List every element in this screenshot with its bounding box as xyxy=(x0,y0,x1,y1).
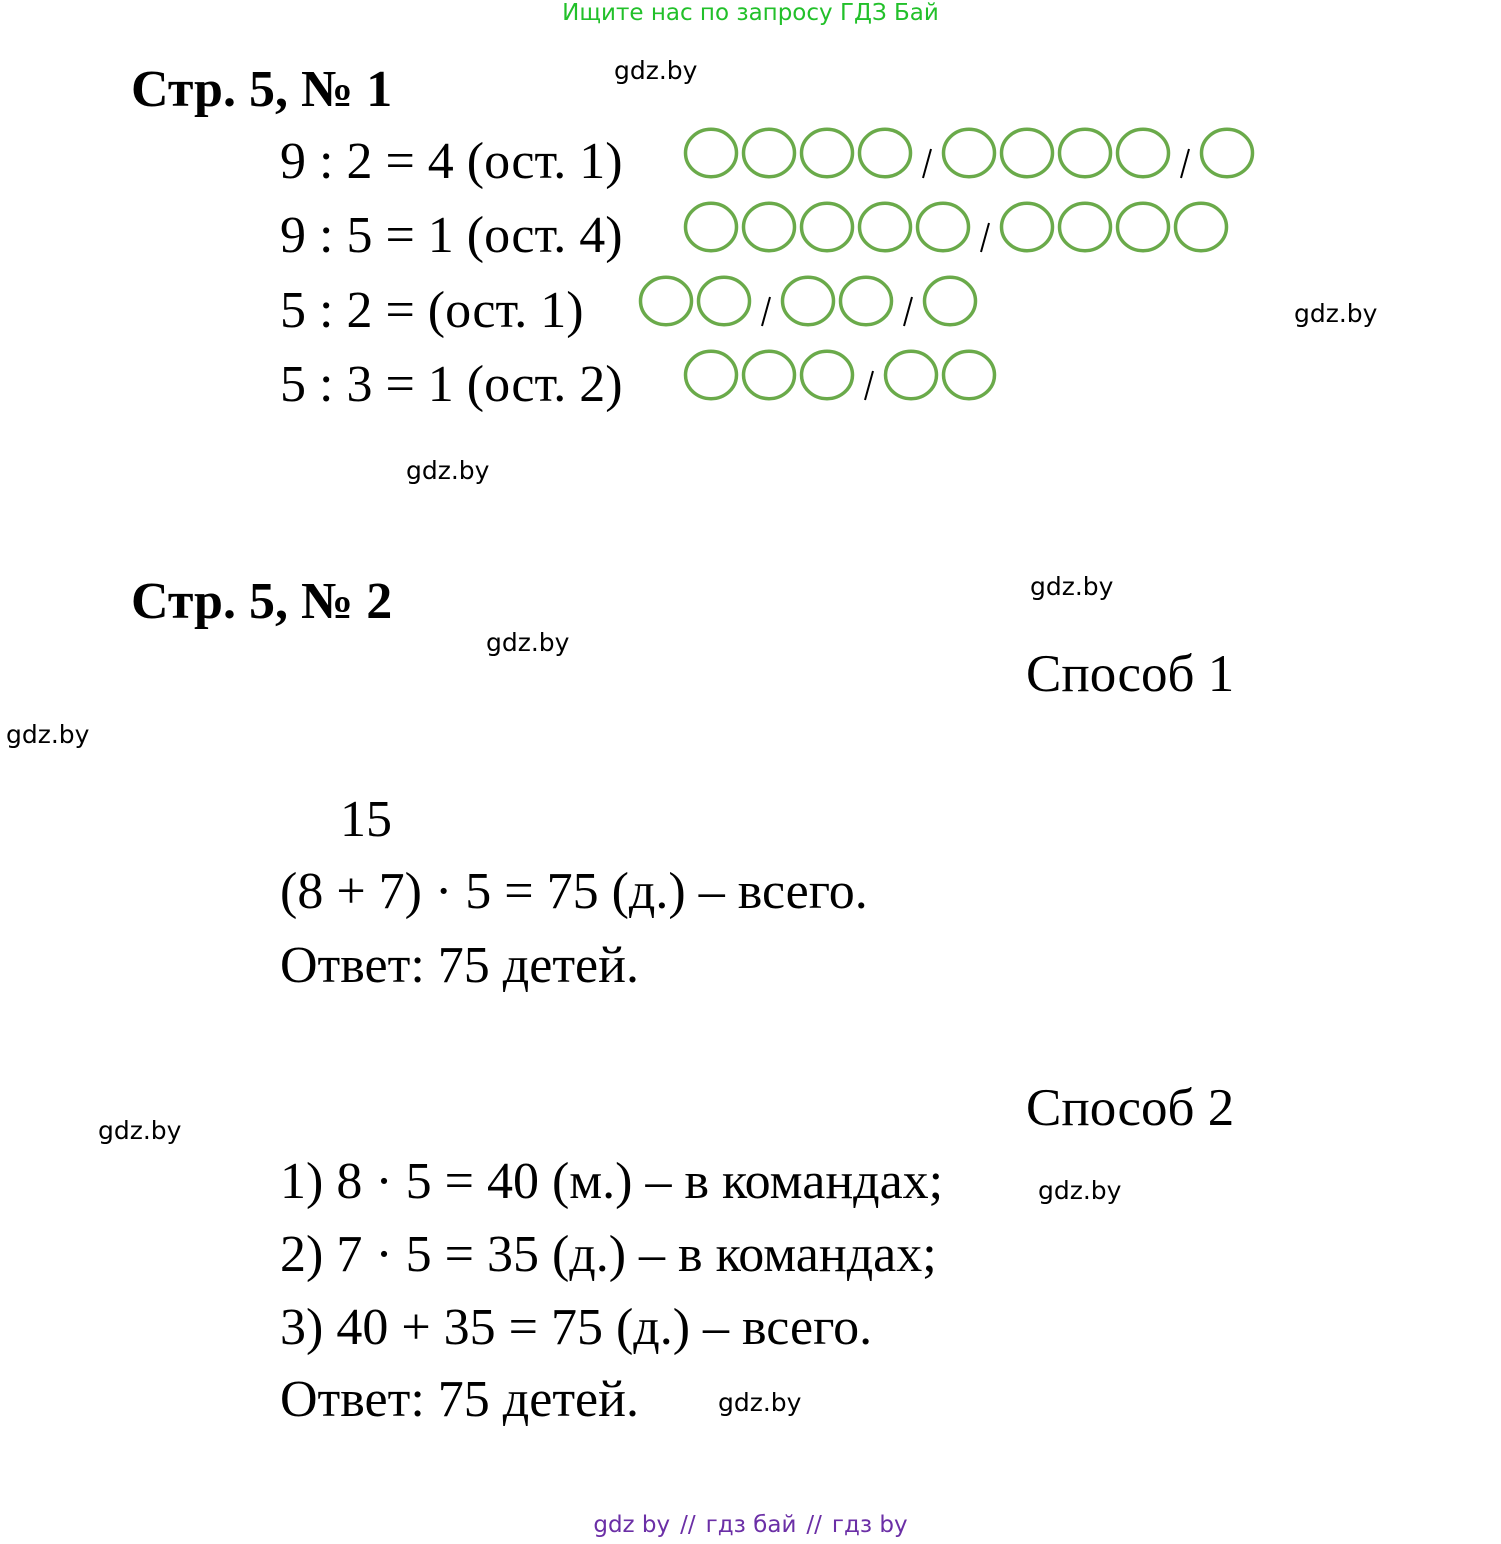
footer-separator: // xyxy=(680,1512,696,1538)
counter-circle xyxy=(686,351,737,398)
method2-title: Способ 2 xyxy=(1026,1079,1235,1137)
counter-circle xyxy=(802,351,853,398)
counter-circle xyxy=(744,351,795,398)
watermark: gdz.by xyxy=(614,56,698,85)
watermark: gdz.by xyxy=(1294,299,1378,328)
watermark: gdz.by xyxy=(718,1388,802,1417)
method1-line-1: (8 + 7) · 5 = 75 (д.) – всего. xyxy=(280,863,868,920)
task2-heading: Стр. 5, № 2 xyxy=(131,573,393,630)
task1-heading: Стр. 5, № 1 xyxy=(131,61,393,118)
footer-separator: // xyxy=(806,1512,822,1538)
equation-row-3: 5 : 2 = (ост. 1) xyxy=(280,282,584,339)
counter-circle xyxy=(944,351,995,398)
footer-link-3[interactable]: гдз by xyxy=(831,1512,908,1538)
watermark: gdz.by xyxy=(1030,572,1114,601)
method1-overline-value: 15 xyxy=(340,791,392,848)
counter-circle xyxy=(886,351,937,398)
method2-line-1: 1) 8 · 5 = 40 (м.) – в командах; xyxy=(280,1153,944,1210)
footer-link-2[interactable]: гдз бай xyxy=(705,1512,797,1538)
method2-answer: Ответ: 75 детей. xyxy=(280,1371,639,1428)
group-divider-slash xyxy=(865,371,873,400)
watermark: gdz.by xyxy=(98,1116,182,1145)
method1-answer: Ответ: 75 детей. xyxy=(280,937,639,994)
watermark: gdz.by xyxy=(1038,1176,1122,1205)
watermark: gdz.by xyxy=(406,456,490,485)
watermark: gdz.by xyxy=(6,720,90,749)
equation-row-2: 9 : 5 = 1 (ост. 4) xyxy=(280,207,623,264)
equation-row-1: 9 : 2 = 4 (ост. 1) xyxy=(280,133,623,190)
footer-links xyxy=(0,1512,1501,1538)
method2-line-2: 2) 7 · 5 = 35 (д.) – в командах; xyxy=(280,1226,937,1283)
watermark: gdz.by xyxy=(486,628,570,657)
footer-link-1[interactable]: gdz by xyxy=(593,1512,671,1538)
equation-row-4: 5 : 3 = 1 (ост. 2) xyxy=(280,356,623,413)
method2-line-3: 3) 40 + 35 = 75 (д.) – всего. xyxy=(280,1299,873,1356)
method1-title: Способ 1 xyxy=(1026,645,1235,703)
top-banner[interactable]: Ищите нас по запросу ГДЗ Бай xyxy=(562,0,939,26)
